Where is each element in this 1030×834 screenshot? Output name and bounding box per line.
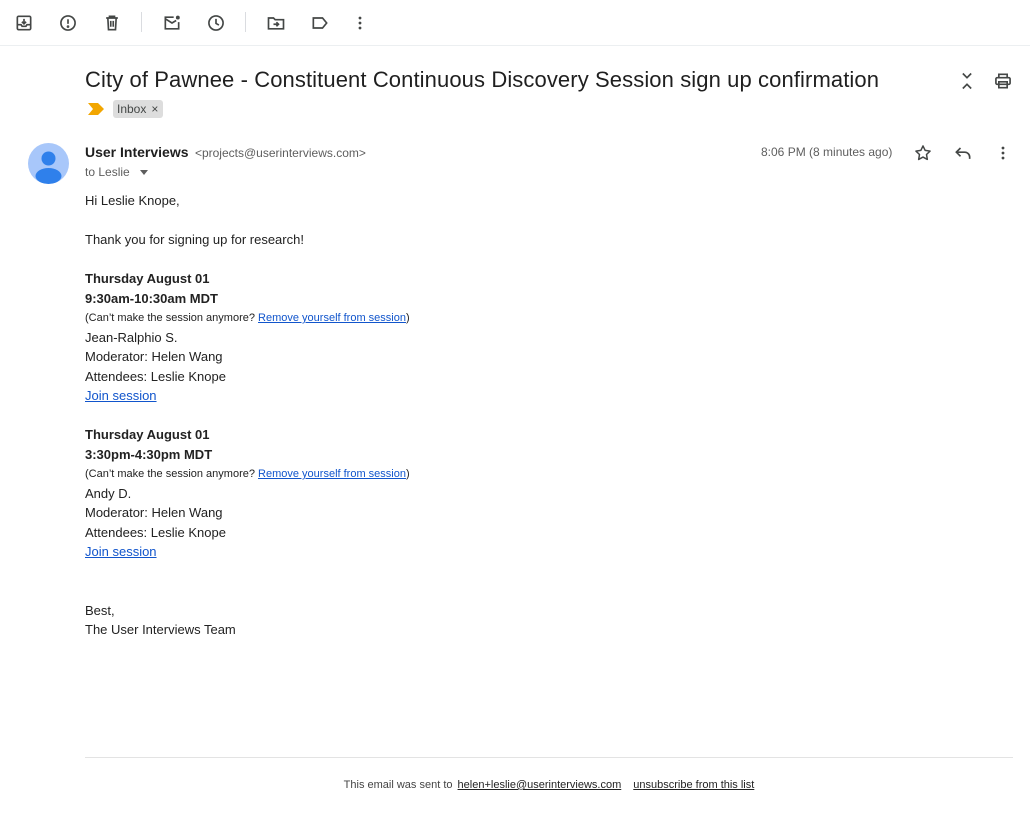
cancel-note [85,468,410,480]
unsubscribe-link[interactable]: unsubscribe from this list [633,779,755,791]
team-signature: The User Interviews Team [85,622,236,637]
snooze-button[interactable] [204,11,228,35]
message-timestamp: 8:06 PM (8 minutes ago) [761,145,893,159]
cancel-note-close: ) [405,312,410,324]
cancel-note-close: ) [405,468,410,480]
session-moderator: Moderator: Helen Wang [85,349,223,364]
remove-from-session-link[interactable]: Remove yourself from session [258,312,406,324]
recipient-email-link[interactable]: helen+leslie@userinterviews.com [457,779,622,791]
archive-button[interactable] [12,11,36,35]
collapse-icon [957,71,977,91]
reply-icon [953,143,973,163]
reply-button[interactable] [949,139,977,167]
greeting: Hi Leslie Knope, [85,193,180,208]
star-icon [913,143,933,163]
label-icon [310,13,330,33]
session-time: 9:30am-10:30am MDT [85,291,218,306]
email-subject: City of Pawnee - Constituent Continuous Discovery Session sign up confirmation [85,67,880,92]
move-to-icon [266,13,286,33]
intro-text: Thank you for signing up for research! [85,232,304,247]
join-session-row [85,544,157,559]
star-button[interactable] [909,139,937,167]
delete-icon [102,13,122,33]
move-to-button[interactable] [264,11,288,35]
session-participant: Jean-Ralphio S. [85,330,178,345]
label-button[interactable] [308,11,332,35]
session-moderator: Moderator: Helen Wang [85,505,223,520]
collapse-all-button[interactable] [953,67,981,95]
session-participant: Andy D. [85,486,132,501]
signoff: Best, [85,603,115,618]
mark-unread-button[interactable] [160,11,184,35]
cancel-note [85,312,410,324]
more-vert-icon [993,143,1013,163]
session-attendees: Attendees: Leslie Knope [85,525,226,540]
session-date: Thursday August 01 [85,427,210,442]
message-more-button[interactable] [989,139,1017,167]
more-options-button[interactable] [348,11,372,35]
footer-divider [85,757,1013,758]
cancel-note-text: (Can’t make the session anymore? [85,312,259,324]
session-time: 3:30pm-4:30pm MDT [85,447,213,462]
chevron-down-icon [140,170,148,175]
label-name: Inbox [117,102,147,116]
message-toolbar [0,0,1030,46]
print-button[interactable] [989,67,1017,95]
toolbar-divider [245,12,246,32]
recipient-details-toggle[interactable] [85,165,148,179]
print-icon [993,71,1013,91]
sender-email: <projects@userinterviews.com> [194,146,366,160]
session-date: Thursday August 01 [85,271,210,286]
toolbar-divider [141,12,142,32]
sender-avatar[interactable] [28,143,69,184]
report-spam-icon [58,13,78,33]
session-attendees: Attendees: Leslie Knope [85,369,226,384]
remove-from-session-link[interactable]: Remove yourself from session [258,468,406,480]
inbox-label-chip [113,100,163,118]
report-spam-button[interactable] [56,11,80,35]
more-vert-icon [350,13,370,33]
sender-name[interactable]: User Interviews [85,144,189,160]
cancel-note-text: (Can’t make the session anymore? [85,468,259,480]
archive-icon [14,13,34,33]
join-session-link[interactable]: Join session [85,388,157,403]
email-footer [0,779,1030,791]
delete-button[interactable] [100,11,124,35]
sender-line [85,144,366,162]
importance-marker-icon[interactable] [88,103,104,115]
person-icon [28,143,69,184]
mark-unread-icon [162,13,182,33]
recipient-text: to Leslie [85,165,130,179]
snooze-icon [206,13,226,33]
join-session-link[interactable]: Join session [85,544,157,559]
sent-to-text: This email was sent to [343,779,456,791]
join-session-row [85,388,157,403]
remove-label-button[interactable]: × [151,102,159,116]
